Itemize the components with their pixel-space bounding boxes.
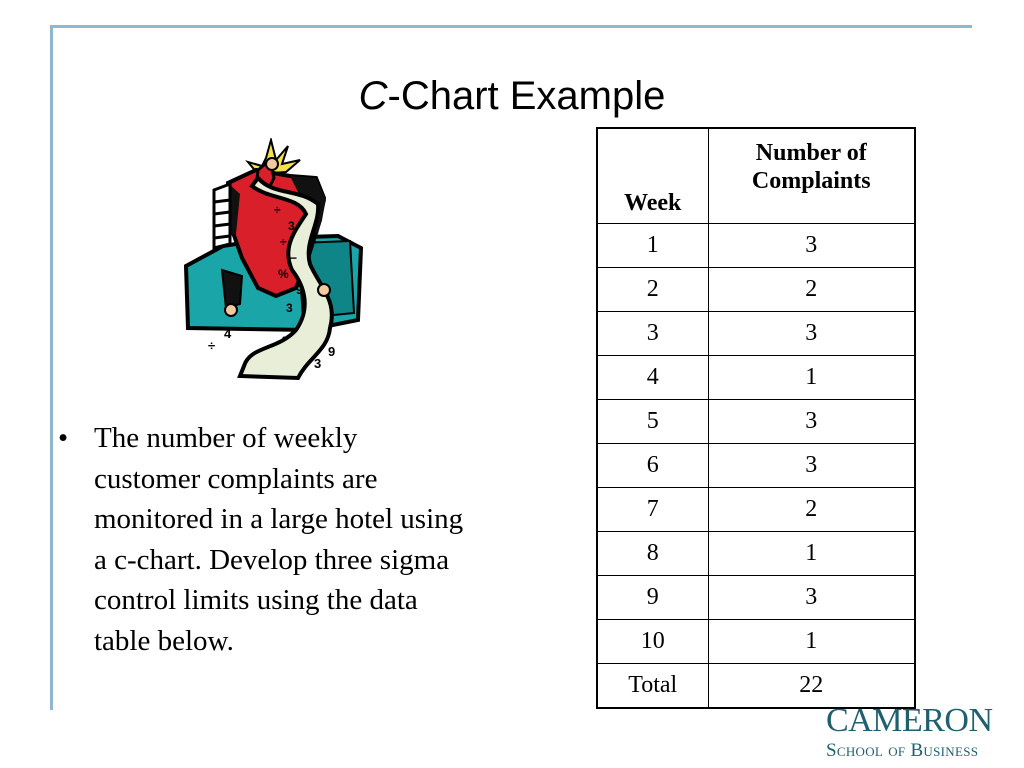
svg-text:9: 9 [328, 344, 336, 359]
slide-title [0, 72, 1024, 120]
bullet-dot: • [58, 422, 69, 454]
header-number-of-complaints: Number of Complaints [708, 128, 915, 224]
complaints-cell: 3 [708, 312, 915, 356]
complaints-table [596, 127, 916, 709]
svg-text:÷: ÷ [274, 203, 281, 217]
complaints-cell: 2 [708, 268, 915, 312]
complaints-cell: 1 [708, 532, 915, 576]
complaints-cell: 1 [708, 356, 915, 400]
week-cell: 10 [597, 620, 708, 664]
table-row [597, 224, 915, 268]
svg-text:3: 3 [286, 301, 293, 315]
complaints-cell: 3 [708, 576, 915, 620]
table-row [597, 488, 915, 532]
week-cell: 9 [597, 576, 708, 620]
logo-cameron: CAMERON [826, 702, 993, 739]
svg-text:4: 4 [224, 326, 232, 341]
week-cell: 4 [597, 356, 708, 400]
complaints-cell: 3 [708, 400, 915, 444]
week-cell: 7 [597, 488, 708, 532]
table-row [597, 620, 915, 664]
svg-text:−: − [284, 370, 292, 385]
table-header-row [597, 128, 915, 224]
complaints-cell: 3 [708, 224, 915, 268]
week-cell: 5 [597, 400, 708, 444]
complaints-cell: 2 [708, 488, 915, 532]
complaints-cell: 1 [708, 620, 915, 664]
title-rest: -Chart Example [387, 74, 666, 118]
week-cell: 2 [597, 268, 708, 312]
week-cell: 6 [597, 444, 708, 488]
table-row [597, 268, 915, 312]
header-week: Week [597, 128, 708, 224]
table-row [597, 444, 915, 488]
table-row [597, 532, 915, 576]
table-row [597, 356, 915, 400]
total-value-cell: 22 [708, 664, 915, 709]
total-label-cell: Total [597, 664, 708, 709]
frame-top-line [50, 25, 972, 28]
logo-school-of-business: School of Business [826, 740, 979, 761]
svg-text:3: 3 [314, 356, 322, 371]
week-cell: 3 [597, 312, 708, 356]
table-row [597, 312, 915, 356]
week-cell: 8 [597, 532, 708, 576]
table-row [597, 400, 915, 444]
svg-text:−: − [290, 251, 298, 265]
table-row [597, 576, 915, 620]
svg-text:÷: ÷ [280, 235, 287, 249]
complaints-cell: 3 [708, 444, 915, 488]
frame-left-line [50, 25, 53, 710]
svg-text:9: 9 [296, 283, 303, 297]
svg-text:•: • [282, 331, 287, 345]
svg-text:÷: ÷ [208, 338, 216, 353]
week-cell: 1 [597, 224, 708, 268]
cameron-school-logo [826, 703, 1012, 763]
title-italic-c: C [358, 74, 388, 118]
svg-text:3: 3 [288, 219, 295, 233]
svg-text:%: % [278, 267, 289, 281]
svg-text:/: / [298, 317, 302, 331]
bullet-text: The number of weekly customer complaints are monitored in a large hotel using a c-chart. Develop three sigma control limits using the data table below. [94, 422, 464, 657]
person-holding-paper-scroll-clipart-icon [178, 138, 368, 388]
